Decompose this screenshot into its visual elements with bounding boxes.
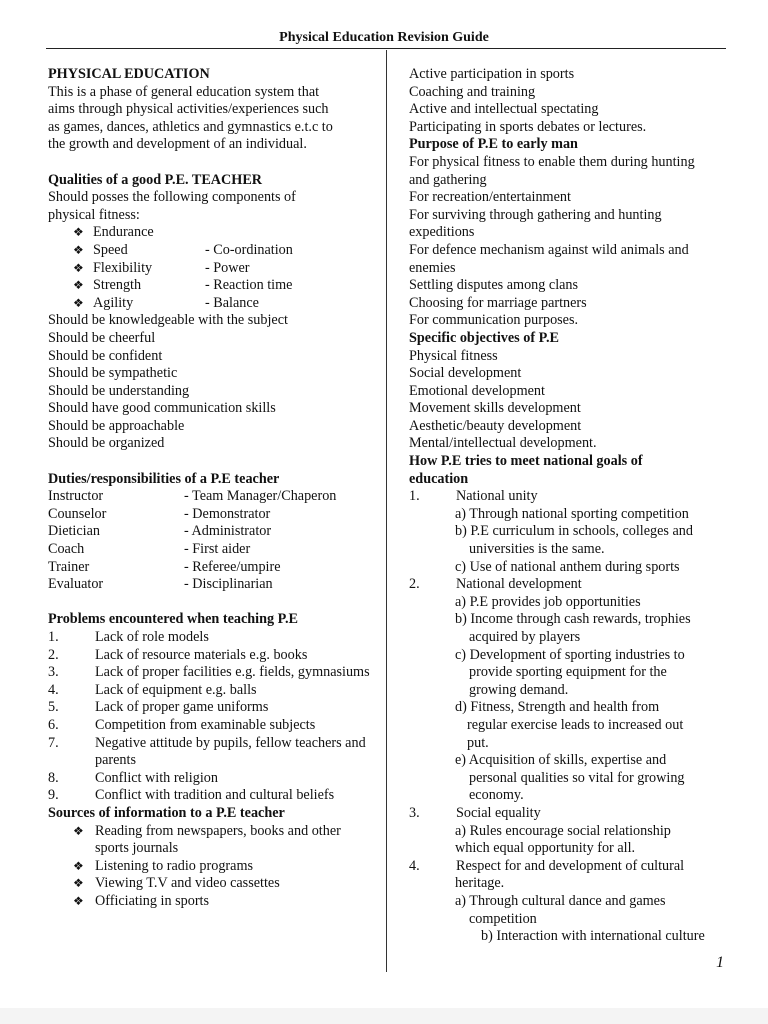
goal-sub: b) Interaction with international culture [481, 928, 705, 945]
early-man-line: For recreation/entertainment [409, 189, 571, 206]
footer-strip [0, 1008, 768, 1024]
objective-line: Mental/intellectual development. [409, 435, 597, 452]
column-divider [386, 50, 387, 972]
fitness-bullet: ❖ Speed - Co-ordination [73, 241, 293, 258]
objective-line: Aesthetic/beauty development [409, 417, 582, 434]
source-bullet: ❖ Viewing T.V and video cassettes [73, 875, 280, 892]
quality-line: Should be knowledgeable with the subject [48, 312, 288, 329]
objective-line: Physical fitness [409, 347, 498, 364]
objective-line: Social development [409, 365, 522, 382]
duty-row: Trainer - Referee/umpire [48, 558, 281, 575]
goal-sub-cont: competition [469, 910, 537, 927]
header-rule [46, 48, 726, 49]
source-bullet: ❖ Officiating in sports [73, 892, 210, 909]
goal-sub: a) Rules encourage social relationship [455, 822, 671, 839]
objectives-heading: Specific objectives of P.E [409, 329, 559, 346]
problem-item: 7. Negative attitude by pupils, fellow teachers and parents [48, 734, 366, 769]
diamond-bullet-icon: ❖ [73, 858, 84, 873]
fitness-bullet: ❖ Flexibility - Power [73, 259, 250, 276]
duty-row: Counselor - Demonstrator [48, 505, 271, 522]
goal-title-cont: heritage. [455, 875, 505, 892]
goal-item: 4. Respect for and development of cultural [409, 857, 685, 874]
objective-line: Movement skills development [409, 400, 581, 417]
early-man-line: For physical fitness to enable them during hunting [409, 153, 695, 170]
diamond-bullet-icon: ❖ [73, 278, 84, 293]
goal-sub-cont: growing demand. [469, 681, 569, 698]
pe-line: aims through physical activities/experiences such [48, 101, 329, 118]
diamond-bullet-icon: ❖ [73, 893, 84, 908]
left-column [48, 66, 370, 911]
activity-line: Active participation in sports [409, 66, 575, 82]
goal-sub-cont: economy. [469, 787, 524, 804]
quality-line: Should be understanding [48, 382, 190, 399]
problems-heading: Problems encountered when teaching P.E [48, 611, 298, 628]
national-goals-heading: How P.E tries to meet national goals of [409, 453, 643, 470]
early-man-heading: Purpose of P.E to early man [409, 136, 578, 153]
diamond-bullet-icon: ❖ [73, 876, 84, 891]
goal-sub-cont: which equal opportunity for all. [455, 840, 636, 857]
pe-line: as games, dances, athletics and gymnastics e.t.c to [48, 118, 333, 135]
quality-line: Should be approachable [48, 417, 185, 434]
problem-item: 6. Competition from examinable subjects [48, 716, 316, 733]
quality-line: Should be confident [48, 347, 163, 364]
problem-item: 8. Conflict with religion [48, 769, 218, 786]
duties-heading: Duties/responsibilities of a P.E teacher [48, 470, 280, 487]
goal-sub: c) Use of national anthem during sports [455, 558, 680, 575]
early-man-line: Choosing for marriage partners [409, 294, 587, 311]
goal-sub: b) P.E curriculum in schools, colleges and [455, 523, 693, 540]
source-bullet: ❖ Reading from newspapers, books and other sports journals [73, 822, 341, 857]
problem-item: 9. Conflict with tradition and cultural beliefs [48, 787, 335, 804]
problem-item: 3. Lack of proper facilities e.g. fields, gymnasiums [48, 664, 370, 681]
goal-sub-cont: universities is the same. [469, 541, 605, 558]
page-header-title: Physical Education Revision Guide [279, 30, 489, 45]
early-man-line: Settling disputes among clans [409, 277, 579, 294]
fitness-bullet: ❖ Agility - Balance [73, 294, 259, 311]
goal-sub-cont: acquired by players [469, 629, 581, 645]
early-man-line: For defence mechanism against wild animals and [409, 241, 689, 258]
activity-line: Coaching and training [409, 83, 536, 100]
problem-item: 4. Lack of equipment e.g. balls [48, 681, 257, 698]
duty-row: Dietician - Administrator [48, 523, 272, 540]
duty-row: Coach - First aider [48, 541, 251, 558]
pe-line: This is a phase of general education system that [48, 83, 320, 100]
diamond-bullet-icon: ❖ [73, 260, 84, 275]
early-man-line: enemies [409, 259, 456, 276]
early-man-line: and gathering [409, 171, 487, 188]
goal-sub-cont: regular exercise leads to increased out [467, 716, 684, 733]
diamond-bullet-icon: ❖ [73, 823, 84, 838]
pe-line: the growth and development of an individual. [48, 136, 307, 153]
quality-line: Should be organized [48, 435, 165, 452]
sources-heading: Sources of information to a P.E teacher [48, 804, 285, 821]
problem-item: 1. Lack of role models [48, 629, 209, 645]
goal-sub: a) P.E provides job opportunities [455, 593, 641, 610]
goal-sub: c) Development of sporting industries to [455, 646, 685, 663]
diamond-bullet-icon: ❖ [73, 225, 84, 240]
activity-line: Participating in sports debates or lectures. [409, 118, 647, 135]
national-goals-heading-cont: education [409, 470, 469, 487]
pe-heading: PHYSICAL EDUCATION [48, 66, 210, 82]
diamond-bullet-icon: ❖ [73, 242, 84, 257]
goal-sub: e) Acquisition of skills, expertise and [455, 752, 667, 769]
quality-line: Should be sympathetic [48, 365, 178, 382]
fitness-bullet: ❖ Strength - Reaction time [73, 277, 293, 294]
goal-item: 3. Social equality [409, 804, 541, 821]
goal-item: 2. National development [409, 576, 582, 593]
duty-row: Instructor - Team Manager/Chaperon [48, 488, 337, 505]
early-man-line: For surviving through gathering and hunting [409, 206, 662, 223]
problem-item: 2. Lack of resource materials e.g. books [48, 646, 308, 663]
diamond-bullet-icon: ❖ [73, 295, 84, 310]
fitness-bullet: ❖ Endurance [73, 224, 154, 241]
goal-sub: d) Fitness, Strength and health from [455, 699, 660, 716]
qualities-intro: physical fitness: [48, 206, 140, 223]
problem-item: 5. Lack of proper game uniforms [48, 699, 269, 716]
goal-sub: b) Income through cash rewards, trophies [455, 611, 691, 628]
quality-line: Should have good communication skills [48, 400, 276, 417]
goal-sub: a) Through national sporting competition [455, 505, 689, 522]
early-man-line: expeditions [409, 224, 475, 241]
goal-sub-cont: put. [467, 734, 489, 751]
qualities-intro: Should posses the following components of [48, 189, 296, 206]
goal-sub-cont: personal qualities so vital for growing [469, 769, 685, 786]
duty-row: Evaluator - Disciplinarian [48, 576, 273, 593]
goal-sub: a) Through cultural dance and games [455, 892, 666, 909]
right-column [409, 66, 731, 946]
goal-item: 1. National unity [409, 488, 538, 505]
page-number: 1 [716, 954, 724, 971]
goal-sub-cont: provide sporting equipment for the [469, 664, 667, 681]
source-bullet: ❖ Listening to radio programs [73, 857, 254, 874]
quality-line: Should be cheerful [48, 329, 156, 346]
activity-line: Active and intellectual spectating [409, 101, 599, 118]
objective-line: Emotional development [409, 382, 545, 399]
early-man-line: For communication purposes. [409, 312, 579, 329]
qualities-heading: Qualities of a good P.E. TEACHER [48, 171, 263, 188]
